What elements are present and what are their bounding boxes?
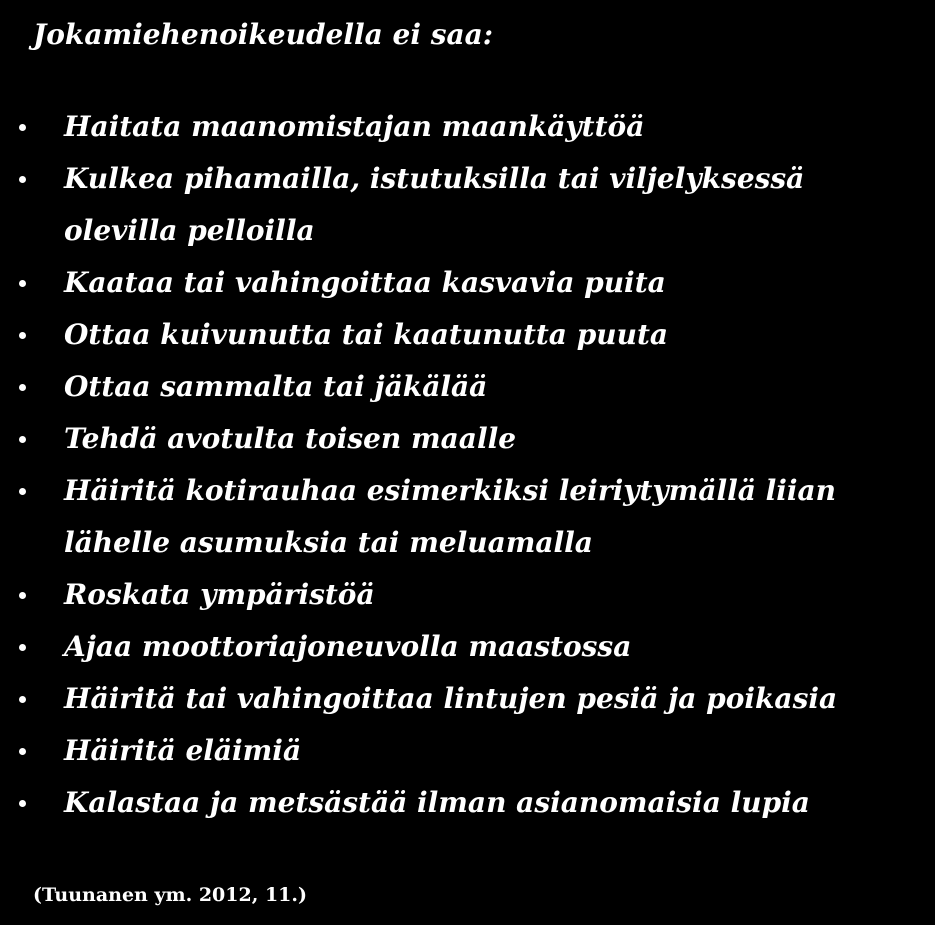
bullet-icon: [14, 361, 64, 413]
list-item-text: Häiritä kotirauhaa esimerkiksi leiriytymällä liian: [64, 474, 837, 507]
bullet-icon: [14, 101, 64, 153]
list-item: [14, 673, 919, 725]
list-item: [14, 101, 919, 153]
list-item-text: Haitata maanomistajan maankäyttöä: [64, 110, 645, 143]
list-item: [14, 257, 919, 309]
list-item-text: Kaataa tai vahingoittaa kasvavia puita: [64, 266, 666, 299]
list-item-text: Ottaa kuivunutta tai kaatunutta puuta: [64, 318, 669, 351]
bullet-icon: [14, 309, 64, 361]
bullet-icon: [14, 413, 64, 465]
list-item: [14, 413, 919, 465]
bullet-icon: [14, 725, 64, 777]
bullet-icon: [14, 257, 64, 309]
bullet-icon: [14, 673, 64, 725]
list-item-text-continuation: olevilla pelloilla: [64, 214, 315, 247]
list-item: [14, 465, 919, 569]
bullet-icon: [14, 153, 64, 205]
list-item-text-continuation: lähelle asumuksia tai meluamalla: [64, 526, 593, 559]
list-item-text: Häiritä tai vahingoittaa lintujen pesiä ja poikasia: [64, 682, 838, 715]
list-item-text: Tehdä avotulta toisen maalle: [64, 422, 517, 455]
list-item: [14, 777, 919, 829]
list-item: [14, 309, 919, 361]
list-item: [14, 621, 919, 673]
bullet-icon: [14, 569, 64, 621]
page-heading: Jokamiehenoikeudella ei saa:: [33, 18, 494, 51]
bullet-icon: [14, 777, 64, 829]
list-item: [14, 153, 919, 257]
list-item: [14, 569, 919, 621]
list-item-text: Kulkea pihamailla, istutuksilla tai viljelyksessä: [64, 162, 805, 195]
list-item-text: Roskata ympäristöä: [64, 578, 375, 611]
list-item-text: Kalastaa ja metsästää ilman asianomaisia lupia: [64, 786, 810, 819]
list-item-text: Ajaa moottoriajoneuvolla maastossa: [64, 630, 632, 663]
rules-list: [14, 101, 919, 829]
list-item-text: Ottaa sammalta tai jäkälää: [64, 370, 488, 403]
list-item: [14, 361, 919, 413]
bullet-icon: [14, 621, 64, 673]
list-item: [14, 725, 919, 777]
list-item-text: Häiritä eläimiä: [64, 734, 302, 767]
source-citation: (Tuunanen ym. 2012, 11.): [33, 884, 307, 906]
bullet-icon: [14, 465, 64, 517]
